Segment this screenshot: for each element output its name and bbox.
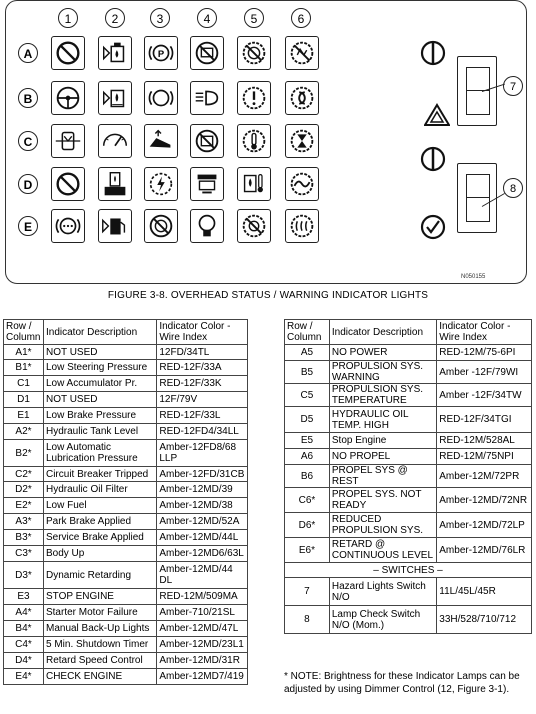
table-row (4, 637, 248, 653)
wire-index-cell: Amber-12MD/76LR (437, 538, 532, 563)
hydraulic-tank-icon (98, 36, 132, 70)
table-row (285, 449, 532, 465)
row-column-cell: 8 (285, 606, 330, 634)
prohibited-icon (51, 36, 85, 70)
switch-rocker (466, 174, 490, 222)
description-cell: Stop Engine (329, 433, 436, 449)
description-cell: CHECK ENGINE (43, 669, 156, 685)
figure-caption: FIGURE 3-8. OVERHEAD STATUS / WARNING INDICATOR LIGHTS (107, 290, 429, 301)
row-column-cell: D3* (4, 562, 44, 589)
wire-index-cell: Amber-12MD/44L (157, 530, 248, 546)
switch-rocker (466, 67, 490, 115)
description-cell: REDUCED PROPULSION SYS. (329, 513, 436, 538)
table-row (285, 606, 532, 634)
wire-index-cell: RED-12FD4/34LL (157, 424, 248, 440)
circuit-breaker-icon (51, 124, 85, 158)
switch-number: 8 (503, 178, 523, 198)
row-column-cell: C3* (4, 546, 44, 562)
wire-index-cell: RED-12M/528AL (437, 433, 532, 449)
engine-gear-warning-icon (285, 36, 319, 70)
accumulator-icon (98, 81, 132, 115)
row-column-cell: C2* (4, 467, 44, 482)
description-cell: 5 Min. Shutdown Timer (43, 637, 156, 653)
switches-section-row (285, 563, 532, 578)
row-column-cell: C5 (285, 384, 330, 407)
wire-index-cell: 12FD/34TL (157, 345, 248, 360)
wire-index-cell: Amber-12MD/23L1 (157, 637, 248, 653)
table-row (4, 530, 248, 546)
wire-index-cell: Amber-12FD8/68 LLP (157, 440, 248, 467)
row-column-cell: D5 (285, 407, 330, 433)
row-column-cell: C1 (4, 376, 44, 392)
description-cell: Low Accumulator Pr. (43, 376, 156, 392)
wire-index-cell: 11L/45L/45R (437, 578, 532, 606)
column-number: 3 (150, 8, 170, 28)
row-column-cell: E2* (4, 498, 44, 514)
table-row (4, 621, 248, 637)
table-row (4, 376, 248, 392)
column-number: 5 (244, 8, 264, 28)
wire-index-cell: Amber-12MD/31R (157, 653, 248, 669)
wire-index-cell: Amber-12MD/44 DL (157, 562, 248, 589)
wire-index-cell: Amber -12F/34TW (437, 384, 532, 407)
description-cell: RETARD @ CONTINUOUS LEVEL (329, 538, 436, 563)
row-column-cell: C4* (4, 637, 44, 653)
switches-label: – SWITCHES – (285, 563, 532, 578)
retarding-icon (285, 81, 319, 115)
description-cell: NO PROPEL (329, 449, 436, 465)
row-column-cell: B3* (4, 530, 44, 546)
description-cell: Hazard Lights Switch N/O (329, 578, 436, 606)
table-row (4, 653, 248, 669)
description-cell: Dynamic Retarding (43, 562, 156, 589)
column-number: 6 (291, 8, 311, 28)
switch-number: 7 (503, 76, 523, 96)
table-row (4, 360, 248, 376)
check-mark-icon (419, 213, 447, 241)
row-column-cell: E1 (4, 408, 44, 424)
header-cell: Indicator Color - Wire Index (157, 320, 248, 345)
header-cell: Indicator Color - Wire Index (437, 320, 532, 345)
wire-index-cell: RED-12M/75-6PI (437, 345, 532, 361)
row-column-cell: B4* (4, 621, 44, 637)
row-letter: C (18, 131, 38, 151)
lamp-check-icon (419, 145, 447, 173)
left-indicator-table (3, 319, 248, 685)
table-row (4, 467, 248, 482)
row-column-cell: A2* (4, 424, 44, 440)
svg-text:P: P (157, 47, 165, 59)
service-brake-icon (51, 209, 85, 243)
row-column-cell: E4* (4, 669, 44, 685)
low-fuel-icon (98, 209, 132, 243)
row-column-cell: A5 (285, 345, 330, 361)
wire-index-cell: Amber-12MD7/419 (157, 669, 248, 685)
description-cell: PROPULSION SYS. TEMPERATURE (329, 384, 436, 407)
hourglass-gear-icon (285, 124, 319, 158)
row-column-cell: E5 (285, 433, 330, 449)
wire-index-cell: Amber-12MD/47L (157, 621, 248, 637)
column-number: 1 (58, 8, 78, 28)
row-column-cell: E6* (285, 538, 330, 563)
table-row (285, 345, 532, 361)
table-row (285, 578, 532, 606)
exclamation-gear-icon (237, 81, 271, 115)
wire-index-cell: Amber-12M/72PR (437, 465, 532, 488)
lamp-check-switch[interactable] (457, 163, 497, 233)
propel-warning-icon (144, 167, 178, 201)
description-cell: Low Automatic Lubrication Pressure (43, 440, 156, 467)
description-cell: HYDRAULIC OIL TEMP. HIGH (329, 407, 436, 433)
table-row (4, 408, 248, 424)
table-row (4, 605, 248, 621)
wire-index-cell: Amber-710/21SL (157, 605, 248, 621)
wire-index-cell: RED-12F/33K (157, 376, 248, 392)
wire-index-cell: 12F/79V (157, 392, 248, 408)
table-row (285, 538, 532, 563)
table-row (4, 440, 248, 467)
headlights-icon (190, 81, 224, 115)
table-row (285, 513, 532, 538)
steering-wheel-icon (51, 81, 85, 115)
propulsion-gear-icon (285, 167, 319, 201)
row-column-cell: A4* (4, 605, 44, 621)
gear-clock-icon (144, 209, 178, 243)
description-cell: Low Fuel (43, 498, 156, 514)
wire-index-cell: RED-12F/34TGI (437, 407, 532, 433)
column-number: 2 (105, 8, 125, 28)
description-cell: PROPEL SYS. NOT READY (329, 488, 436, 513)
table-row (4, 669, 248, 685)
body-up-icon (144, 124, 178, 158)
row-column-cell: E3 (4, 589, 44, 605)
description-cell: Low Steering Pressure (43, 360, 156, 376)
description-cell: Starter Motor Failure (43, 605, 156, 621)
gear-temperature-icon (237, 124, 271, 158)
image-code: N050155 (461, 274, 486, 280)
table-row (4, 514, 248, 530)
row-column-cell: D4* (4, 653, 44, 669)
description-cell: Hydraulic Oil Filter (43, 482, 156, 498)
dynamic-retarding-gauge-icon (98, 124, 132, 158)
description-cell: Service Brake Applied (43, 530, 156, 546)
description-cell: STOP ENGINE (43, 589, 156, 605)
header-cell: Indicator Description (329, 320, 436, 345)
description-cell: Retard Speed Control (43, 653, 156, 669)
wire-index-cell: Amber-12FD/31CB (157, 467, 248, 482)
heater-gear-icon (285, 209, 319, 243)
overhead-indicator-panel (5, 0, 527, 284)
table-row (285, 488, 532, 513)
description-cell: NOT USED (43, 392, 156, 408)
wire-index-cell: RED-12F/33L (157, 408, 248, 424)
wire-index-cell: RED-12F/33A (157, 360, 248, 376)
brake-icon (144, 81, 178, 115)
wire-index-cell: Amber-12MD/72LP (437, 513, 532, 538)
row-column-cell: D1 (4, 392, 44, 408)
engine-gear-warning-icon (237, 36, 271, 70)
description-cell: Lamp Check Switch N/O (Mom.) (329, 606, 436, 634)
table-header-row (285, 320, 532, 345)
right-indicator-table (284, 319, 532, 634)
brightness-note: * NOTE: Brightness for these Indicator Lamps can be adjusted by using Dimmer Control (12, Figure 3-1). (284, 671, 520, 695)
row-letter: B (18, 88, 38, 108)
description-cell: Park Brake Applied (43, 514, 156, 530)
row-column-cell: C6* (285, 488, 330, 513)
row-letter: D (18, 174, 38, 194)
description-cell: Circuit Breaker Tripped (43, 467, 156, 482)
wire-index-cell: Amber-12MD/39 (157, 482, 248, 498)
table-row (4, 498, 248, 514)
starter-motor-icon (190, 167, 224, 201)
wire-index-cell: Amber-12MD6/63L (157, 546, 248, 562)
table-row (4, 546, 248, 562)
description-cell: NO POWER (329, 345, 436, 361)
table-row (4, 482, 248, 498)
description-cell: Body Up (43, 546, 156, 562)
engine-warning-icon (190, 36, 224, 70)
wire-index-cell: RED-12M/75NPI (437, 449, 532, 465)
description-cell: Low Brake Pressure (43, 408, 156, 424)
description-cell: Manual Back-Up Lights (43, 621, 156, 637)
hydraulic-oil-temp-icon (237, 167, 271, 201)
wire-index-cell: RED-12M/509MA (157, 589, 248, 605)
table-row (285, 384, 532, 407)
row-column-cell: D2* (4, 482, 44, 498)
description-cell: PROPEL SYS @ REST (329, 465, 436, 488)
row-column-cell: D6* (285, 513, 330, 538)
hydraulic-oil-filter-icon (98, 167, 132, 201)
table-row (4, 392, 248, 408)
wire-index-cell: Amber-12MD/72NR (437, 488, 532, 513)
row-column-cell: B5 (285, 361, 330, 384)
row-letter: A (18, 43, 38, 63)
description-cell: Hydraulic Tank Level (43, 424, 156, 440)
row-column-cell: 7 (285, 578, 330, 606)
park-brake-icon (144, 36, 178, 70)
gear-clock-icon (237, 209, 271, 243)
wire-index-cell: Amber-12MD/38 (157, 498, 248, 514)
wire-index-cell: Amber -12F/79WI (437, 361, 532, 384)
table-row (4, 345, 248, 360)
row-column-cell: A6 (285, 449, 330, 465)
table-row (4, 424, 248, 440)
table-row (285, 433, 532, 449)
switch-rocker-line (466, 197, 490, 198)
row-column-cell: A1* (4, 345, 44, 360)
table-row (4, 589, 248, 605)
table-row (285, 407, 532, 433)
header-cell: Indicator Description (43, 320, 156, 345)
hazard-triangle-icon (424, 103, 450, 127)
lamp-bulb-icon (190, 209, 224, 243)
wire-index-cell: 33H/528/710/712 (437, 606, 532, 634)
prohibited-icon (51, 167, 85, 201)
engine-fan-icon (190, 124, 224, 158)
column-number: 4 (197, 8, 217, 28)
row-column-cell: B6 (285, 465, 330, 488)
row-column-cell: A3* (4, 514, 44, 530)
row-letter: E (18, 216, 38, 236)
hazard-switch[interactable] (457, 56, 497, 126)
row-column-cell: B2* (4, 440, 44, 467)
wire-index-cell: Amber-12MD/52A (157, 514, 248, 530)
lamp-check-icon (419, 39, 447, 67)
header-cell: Row / Column (4, 320, 44, 345)
header-cell: Row / Column (285, 320, 330, 345)
table-row (285, 465, 532, 488)
description-cell: PROPULSION SYS. WARNING (329, 361, 436, 384)
table-row (285, 361, 532, 384)
table-header-row (4, 320, 248, 345)
row-column-cell: B1* (4, 360, 44, 376)
description-cell: NOT USED (43, 345, 156, 360)
table-row (4, 562, 248, 589)
